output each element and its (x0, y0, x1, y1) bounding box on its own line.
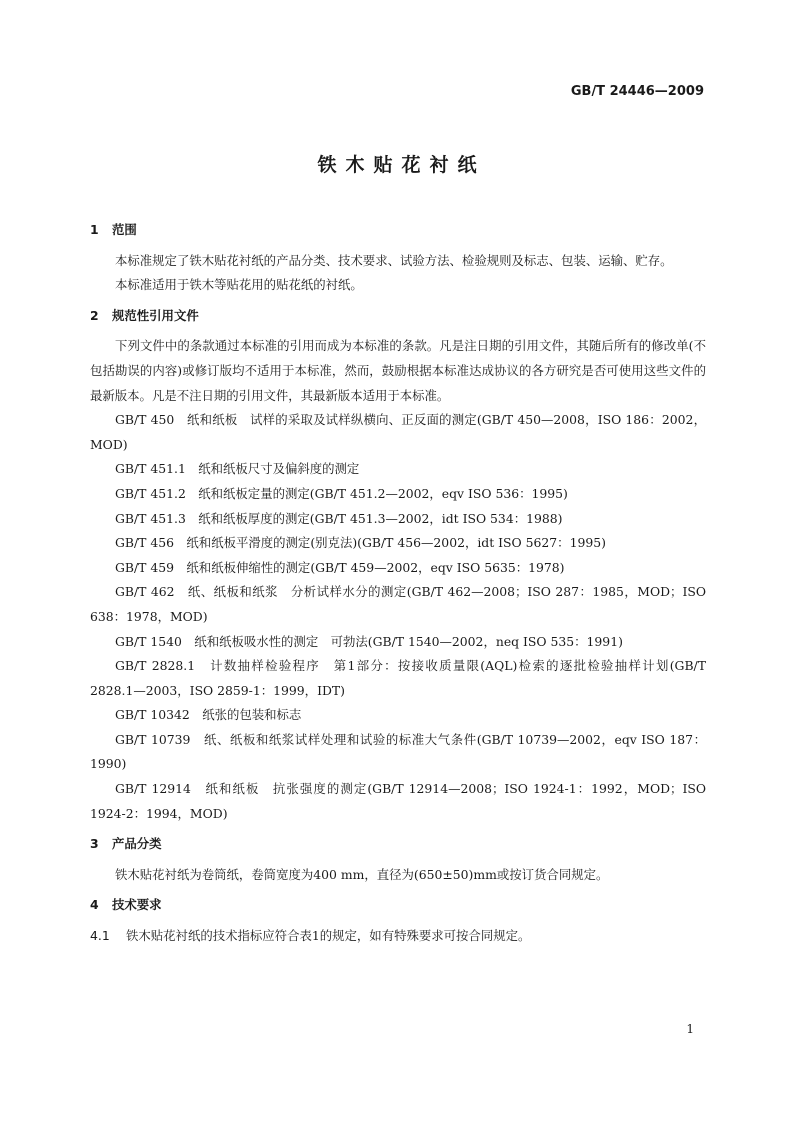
paragraph: 铁木贴花衬纸为卷筒纸，卷筒宽度为400 mm，直径为(650±50)mm或按订货合同规定。 (115, 866, 609, 882)
reference-item: GB/T 10739 纸、纸板和纸浆试样处理和试验的标准大气条件(GB/T 10739—2002，eqv ISO 187：1990) (90, 731, 706, 772)
section-number: 1 (90, 222, 99, 237)
page-number: 1 (686, 1022, 694, 1036)
section-heading-scope (90, 218, 706, 243)
section-heading-technical-requirements (90, 893, 706, 918)
reference-item: GB/T 450 纸和纸板 试样的采取及试样纵横向、正反面的测定(GB/T 450—2008，ISO 186：2002，MOD) (90, 412, 706, 452)
section-heading-normative-references (90, 304, 706, 329)
section-heading-product-classification (90, 832, 706, 857)
reference-item: GB/T 12914 纸和纸板 抗张强度的测定(GB/T 12914—2008；ISO 1924-1：1992，MOD；ISO 1924-2：1994，MOD) (90, 781, 706, 821)
section-number: 2 (90, 307, 99, 323)
paragraph: 下列文件中的条款通过本标准的引用而成为本标准的条款。凡是注日期的引用文件，其随后所有的修改单(不包括勘误的内容)或修订版均不适用于本标准，然而，鼓励根据本标准达成协议的各方研究是否可使用这些文件的最新版本。凡是不注日期的引用文件，其最新版本适用于本标准。 (90, 338, 706, 403)
paragraph: 本标准适用于铁木等贴花用的贴花纸的衬纸。 (115, 277, 363, 293)
subclause-number: 4.1 (90, 928, 110, 944)
paragraph: 本标准规定了铁木贴花衬纸的产品分类、技术要求、试验方法、检验规则及标志、包装、运输、贮存。 (115, 252, 673, 268)
document-title: 铁木贴花衬纸 (317, 154, 486, 176)
reference-item: GB/T 1540 纸和纸板吸水性的测定 可勃法(GB/T 1540—2002，neq ISO 535：1991) (115, 633, 623, 649)
reference-item: GB/T 456 纸和纸板平滑度的测定(别克法)(GB/T 456—2002，idt ISO 5627：1995) (115, 535, 606, 551)
reference-item: GB/T 451.1 纸和纸板尺寸及偏斜度的测定 (115, 461, 360, 477)
reference-item: GB/T 2828.1 计数抽样检验程序 第1部分：按接收质量限(AQL)检索的逐批检验抽样计划(GB/T 2828.1—2003，ISO 2859-1：1999，IDT) (90, 658, 706, 698)
subclause (90, 924, 706, 949)
section-number: 3 (90, 836, 99, 852)
section-number: 4 (90, 897, 99, 913)
section-title: 规范性引用文件 (112, 307, 199, 323)
reference-item: GB/T 462 纸、纸板和纸浆 分析试样水分的测定(GB/T 462—2008；ISO 287：1985，MOD；ISO 638：1978，MOD) (90, 584, 706, 624)
reference-item: GB/T 459 纸和纸板伸缩性的测定(GB/T 459—2002，eqv ISO 5635：1978) (115, 559, 565, 575)
document-body (90, 218, 706, 949)
reference-item: GB/T 451.3 纸和纸板厚度的测定(GB/T 451.3—2002，idt ISO 534：1988) (115, 510, 563, 526)
subclause-text: 铁木贴花衬纸的技术指标应符合表1的规定，如有特殊要求可按合同规定。 (126, 928, 531, 944)
section-title: 技术要求 (112, 897, 162, 913)
reference-item: GB/T 451.2 纸和纸板定量的测定(GB/T 451.2—2002，eqv ISO 536：1995) (115, 485, 568, 501)
section-title: 范围 (112, 222, 137, 237)
standard-code: GB/T 24446—2009 (570, 84, 704, 99)
reference-item: GB/T 10342 纸张的包装和标志 (115, 707, 302, 723)
section-title: 产品分类 (112, 836, 162, 852)
